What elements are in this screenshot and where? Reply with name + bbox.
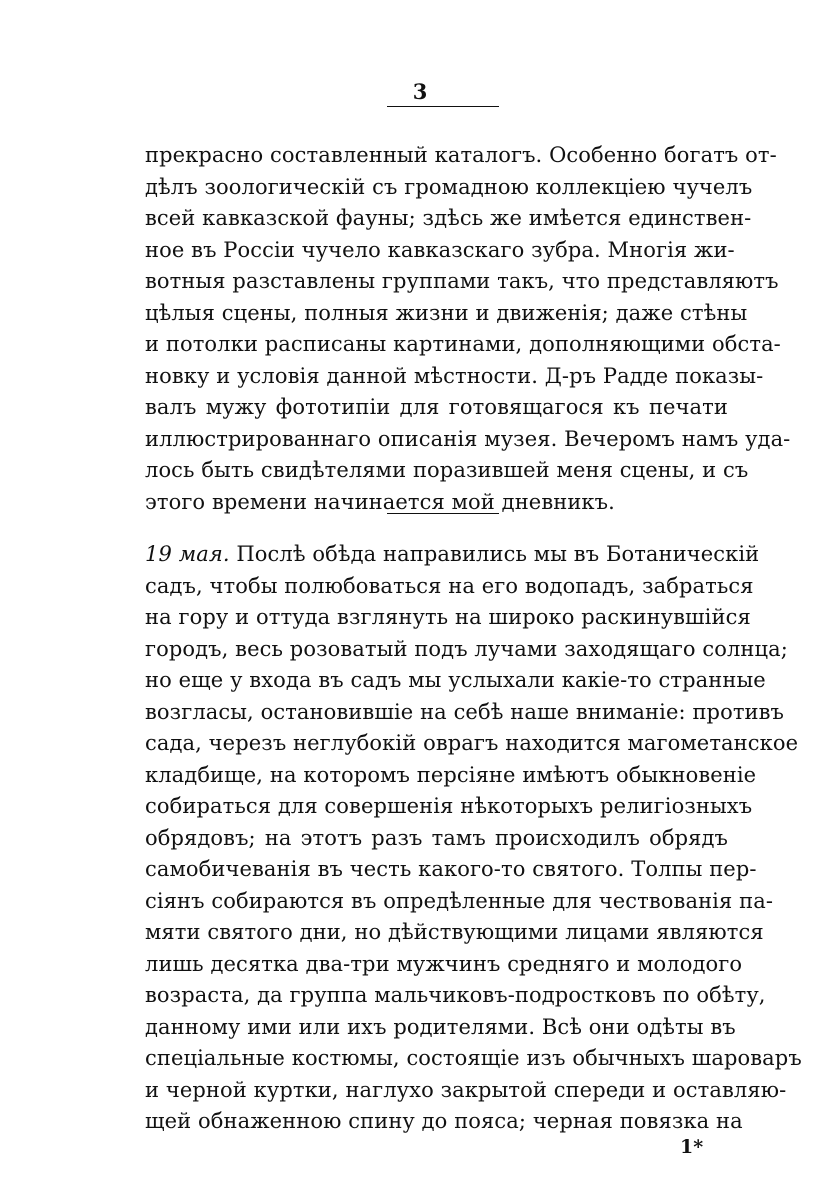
section-divider xyxy=(387,513,499,514)
text-line: данному ими или ихъ родителями. Всѣ они одѣты въ xyxy=(145,1014,736,1039)
text-line: собираться для совершенія нѣкоторыхъ религіозныхъ xyxy=(145,794,753,818)
text-line: прекрасно составленный каталогъ. Особенно богатъ от- xyxy=(145,143,777,167)
text-line: и черной куртки, наглухо закрытой спереди и оставляю- xyxy=(145,1077,787,1102)
text-line: обрядовъ; на этотъ разъ тамъ происходилъ обрядъ xyxy=(145,825,728,850)
text-line: всей кавказской фауны; здѣсь же имѣется единствен- xyxy=(145,206,752,230)
text-line: иллюстрированнаго описанія музея. Вечеромъ намъ уда- xyxy=(145,426,791,451)
text-line: спеціальные костюмы, состоящіе изъ обычныхъ шароваръ xyxy=(145,1046,802,1070)
text-line: но еще у входа въ садъ мы услыхали какіе-то странные xyxy=(145,668,766,692)
text-line: вотныя разставлены группами такъ, что представляютъ xyxy=(145,269,779,293)
text-line: щей обнаженною спину до пояса; черная повязка на xyxy=(145,1109,743,1133)
text-line: возраста, да группа мальчиковъ-подростковъ по обѣту, xyxy=(145,983,766,1007)
text-line: лишь десятка два-три мужчинъ средняго и молодого xyxy=(145,951,743,976)
printer-signature-mark: 1* xyxy=(680,1136,704,1158)
text-line: этого времени начинается мой дневникъ. xyxy=(145,489,615,514)
text-line: городъ, весь розоватый подъ лучами заходящаго солнца; xyxy=(145,636,788,661)
text-line: лось быть свидѣтелями поразившей меня сцены, и съ xyxy=(145,458,749,482)
text-line: садъ, чтобы полюбоваться на его водопадъ, забраться xyxy=(145,573,754,598)
text-line: и потолки расписаны картинами, дополняющими обста- xyxy=(145,332,781,356)
text-line: самобичеванія въ честь какого-то святого. Толпы пер- xyxy=(145,857,757,881)
paragraph-1 xyxy=(145,140,791,518)
text-line: валъ мужу фототипіи для готовящагося къ печати xyxy=(145,395,728,419)
text-line: ное въ Россіи чучело кавказскаго зубра. Многія жи- xyxy=(145,237,735,262)
page-number: 3 xyxy=(412,79,428,104)
text-line: мяти святого дни, но дѣйствующими лицами являются xyxy=(145,920,764,944)
text-line: возгласы, остановившіе на себѣ наше вниманіе: противъ xyxy=(145,699,785,724)
text-line: дѣлъ зоологическій съ громадною коллекціею чучелъ xyxy=(145,174,753,199)
text-line-dated xyxy=(145,539,760,571)
text-line: на гору и оттуда взглянуть на широко раскинувшійся xyxy=(145,605,751,629)
text-line: сіянъ собираются въ опредѣленные для чествованія па- xyxy=(145,888,774,913)
text-line: новку и условія данной мѣстности. Д-ръ Радде показы- xyxy=(145,363,764,388)
entry-date: 19 мая. xyxy=(145,542,230,566)
text-line: кладбище, на которомъ персіяне имѣютъ обыкновеніе xyxy=(145,762,757,787)
text-line: цѣлыя сцены, полныя жизни и движенія; даже стѣны xyxy=(145,300,748,325)
text-fragment: Послѣ обѣда направились мы въ Ботаническій xyxy=(229,542,760,566)
header-rule xyxy=(387,106,499,107)
paragraph-2 xyxy=(145,539,802,1138)
text-line: сада, черезъ неглубокій оврагъ находится магометанское xyxy=(145,731,799,755)
